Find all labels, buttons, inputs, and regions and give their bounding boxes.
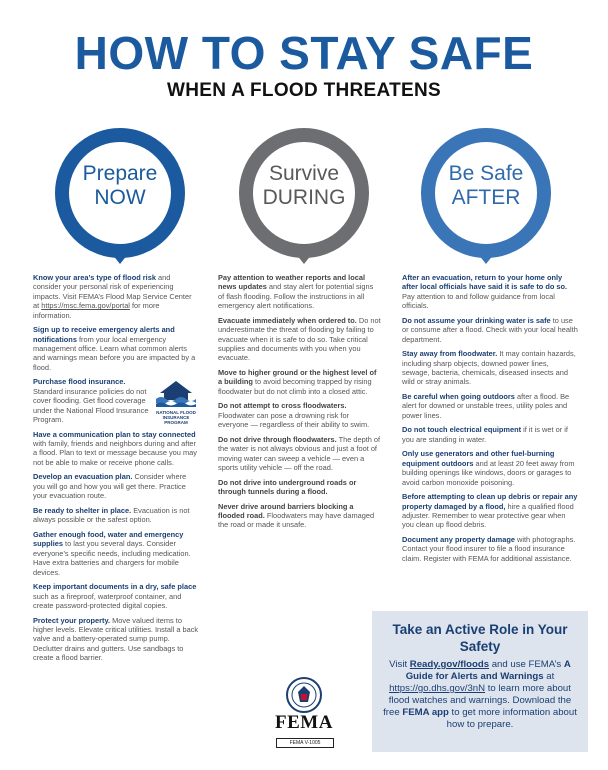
after-circle-line2: AFTER [451, 186, 521, 209]
prepare-item: Protect your property. Move valued items to higher levels. Elevate critical utilities. Install a back valve and a battery-operated sump pump. Declutter drains and gutters. Use sandbags to create a flood barrier. [33, 615, 199, 663]
dhs-link[interactable]: https://go.dhs.gov/3nN [389, 683, 486, 694]
fema-code: FEMA V-1005 [276, 738, 334, 748]
after-item: Be careful when going outdoors after a flood. Be alert for downed or unstable trees, utility poles and power lines. [402, 392, 570, 420]
page-subtitle: WHEN A FLOOD THREATENS [167, 80, 441, 101]
after-circle [421, 128, 551, 258]
after-item: Before attempting to clean up debris or repair any property damaged by a flood, hire a qualified flood adjuster. Remember to wear protective gear when you clean up flood debris. [402, 492, 578, 530]
during-item: Evacuate immediately when ordered to. Do not underestimate the threat of flooding by failing to evacuate when it is safe to do so. Take critical supplies and documents with you when you evacuate. [218, 315, 381, 363]
prepare-item: NATIONAL FLOOD INSURANCE PROGRAM Purchase flood insurance. Standard insurance policies do not cover flooding. Get flood coverage under the National Flood Insurance Program. [33, 377, 199, 424]
during-circle-line2: DURING [262, 186, 346, 209]
page-title: HOW TO STAY SAFE [74, 27, 534, 79]
fema-wordmark: FEMA [275, 712, 333, 733]
prepare-item: Be ready to shelter in place. Evacuation is not always possible or the safest option. [33, 505, 190, 525]
callout-title: Take an Active Role in Your Safety [392, 622, 568, 654]
nfip-logo-text: NATIONAL FLOOD INSURANCE PROGRAM [156, 409, 196, 425]
during-column [218, 273, 381, 535]
prepare-item: Develop an evacuation plan. Consider where you will go and how you will get there. Practice your evacuation route. [33, 472, 187, 501]
prepare-item: Have a communication plan to stay connected with family, friends and neighbors during and after a flood. Plan to text or message because you may not be able to make or receive phone calls. [33, 429, 197, 467]
prepare-item: Know your area’s type of flood risk and consider your personal risk of experiencing impacts. Visit FEMA’s Flood Map Service Center at https://msc.fema.gov/portal for more information. [33, 273, 192, 320]
after-item: Do not assume your drinking water is safe to use or consume after a flood. Check with your local health department. [402, 315, 578, 344]
after-item: Stay away from floodwater. It may contain hazards, including sharp objects, downed power lines, sewage, bacteria, chemicals, diseased insects and wild or stray animals. [402, 349, 576, 387]
prepare-item: Gather enough food, water and emergency supplies to last you several days. Consider everyone’s specific needs, including medication. Have extra batteries and chargers for mobile devices. [33, 529, 191, 577]
prepare-arrow-icon [112, 254, 128, 264]
during-circle [239, 128, 369, 258]
after-item: Document any property damage with photographs. Contact your flood insurer to file a flood insurance claim. Register with FEMA for additional assistance. [402, 535, 576, 563]
during-item: Never drive around barriers blocking a flooded road. Floodwaters may have damaged the road or made it unsafe. [218, 501, 375, 530]
prepare-circle-line1: Prepare [82, 162, 158, 185]
prepare-item: Keep important documents in a dry, safe place such as a fireproof, waterproof container, and create password-protected digital copies. [33, 582, 197, 610]
after-circle-line1: Be Safe [448, 162, 524, 185]
prepare-circle-line2: NOW [94, 186, 146, 209]
during-item: Do not attempt to cross floodwaters. Floodwater can pose a drowning risk for everyone — regardless of their ability to swim. [218, 401, 370, 430]
alerts-guide-title: A Guide for Alerts and Warnings [405, 659, 571, 682]
prepare-circle [55, 128, 185, 258]
dhs-seal-icon [280, 676, 328, 714]
after-arrow-icon [478, 254, 494, 264]
nfip-logo [153, 379, 199, 425]
fema-app-text: FEMA app [402, 707, 449, 718]
after-item: After an evacuation, return to your home only after local officials have said it is safe to do so. Pay attention to and follow guidance from local officials. [402, 273, 568, 311]
during-item: Move to higher ground or the highest level of a building to avoid becoming trapped by rising floodwater but do not climb into a closed attic. [218, 368, 377, 396]
flood-map-link[interactable]: https://msc.fema.gov/portal [41, 301, 130, 311]
during-item: Do not drive through floodwaters. The depth of the water is not always obvious and just a foot of moving water can sweep a vehicle — even a sports utility vehicle — off the road. [218, 434, 381, 473]
ready-gov-link[interactable]: Ready.gov/floods [409, 659, 490, 670]
during-arrow-icon [296, 254, 312, 264]
during-item: Pay attention to weather reports and local news updates and stay alert for potential signs of flash flooding. Follow the instructions in all emergency alert notifications. [218, 273, 374, 311]
nfip-house-icon [156, 379, 196, 407]
prepare-item: Sign up to receive emergency alerts and notifications from your local emergency management office. Learn what common alerts and warnings mean before you are impacted by a flood. [33, 325, 196, 372]
prepare-column [33, 273, 199, 668]
after-item: Only use generators and other fuel-burning equipment outdoors and at least 20 feet away from building openings like windows, doors or garages to avoid carbon monoxide poisoning. [402, 449, 575, 487]
after-item: Do not touch electrical equipment if it is wet or if you are standing in water. [402, 425, 568, 444]
during-circle-line1: Survive [268, 162, 340, 185]
active-role-callout [372, 611, 588, 752]
during-item: Do not drive into underground roads or through tunnels during a flood. [218, 477, 357, 497]
after-column [402, 273, 578, 568]
callout-body: Visit Ready.gov/floods and use FEMA’s A Guide for Alerts and Warnings at https://go.dhs.gov/3nN to learn more about flood watches and warnings. Download the free FEMA app to get more information about how to prepare. [383, 659, 577, 730]
